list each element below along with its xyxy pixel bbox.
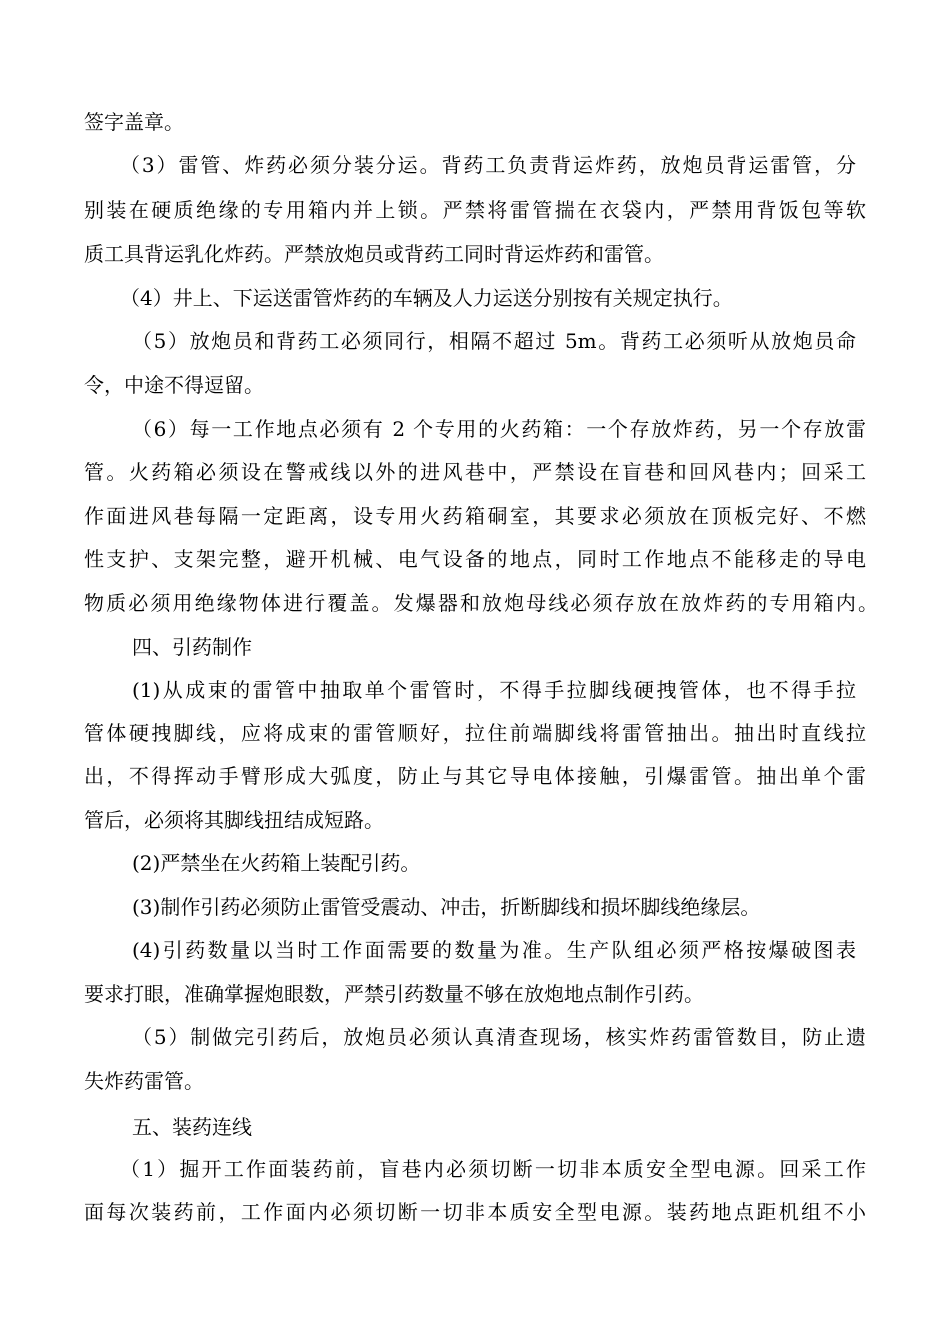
text-line: （6）每一工作地点必须有 2 个专用的火药箱：一个存放炸药，另一个存放雷 [132,417,866,441]
text-line: 管体硬拽脚线，应将成束的雷管顺好，拉住前端脚线将雷管抽出。抽出时直线拉 [84,721,866,745]
text-line: 面每次装药前，工作面内必须切断一切非本质安全型电源。装药地点距机组不小 [84,1200,866,1224]
section-heading: 五、装药连线 [132,1115,252,1139]
text-line: 管。火药箱必须设在警戒线以外的进风巷中，严禁设在盲巷和回风巷内；回采工 [84,460,866,484]
text-line: 签字盖章。 [84,110,184,134]
text-line: 质工具背运乳化炸药。严禁放炮员或背药工同时背运炸药和雷管。 [84,242,664,266]
text-line: 要求打眼，准确掌握炮眼数，严禁引药数量不够在放炮地点制作引药。 [84,982,704,1006]
text-line: 出，不得挥动手臂形成大弧度，防止与其它导电体接触，引爆雷管。抽出单个雷 [84,764,866,788]
text-line: (1)从成束的雷管中抽取单个雷管时，不得手拉脚线硬拽管体，也不得手拉 [132,678,856,702]
text-line: （4）井上、下运送雷管炸药的车辆及人力运送分别按有关规定执行。 [120,286,733,310]
text-line: 失炸药雷管。 [84,1069,204,1093]
text-line: 别装在硬质绝缘的专用箱内并上锁。严禁将雷管揣在衣袋内，严禁用背饭包等软 [84,198,866,222]
text-line: （5）制做完引药后，放炮员必须认真清查现场，核实炸药雷管数目，防止遗 [132,1025,866,1049]
text-line: （1）掘开工作面装药前，盲巷内必须切断一切非本质安全型电源。回采工作 [120,1157,866,1181]
text-line: （3）雷管、炸药必须分装分运。背药工负责背运炸药，放炮员背运雷管，分 [120,153,856,177]
text-line: 令，中途不得逗留。 [84,373,264,397]
text-line: （5）放炮员和背药工必须同行，相隔不超过 5m。背药工必须听从放炮员命 [132,329,856,353]
text-line: (4)引药数量以当时工作面需要的数量为准。生产队组必须严格按爆破图表 [132,938,856,962]
text-line: (3)制作引药必须防止雷管受震动、冲击，折断脚线和损坏脚线绝缘层。 [132,895,761,919]
text-line: 物质必须用绝缘物体进行覆盖。发爆器和放炮母线必须存放在放炸药的专用箱内。 [84,591,878,615]
text-line: (2)严禁坐在火药箱上装配引药。 [132,851,421,875]
text-line: 性支护、支架完整，避开机械、电气设备的地点，同时工作地点不能移走的导电 [84,547,866,571]
section-heading: 四、引药制作 [132,635,252,659]
text-line: 管后，必须将其脚线扭结成短路。 [84,808,384,832]
text-line: 作面进风巷每隔一定距离，设专用火药箱硐室，其要求必须放在顶板完好、不燃 [84,504,866,528]
